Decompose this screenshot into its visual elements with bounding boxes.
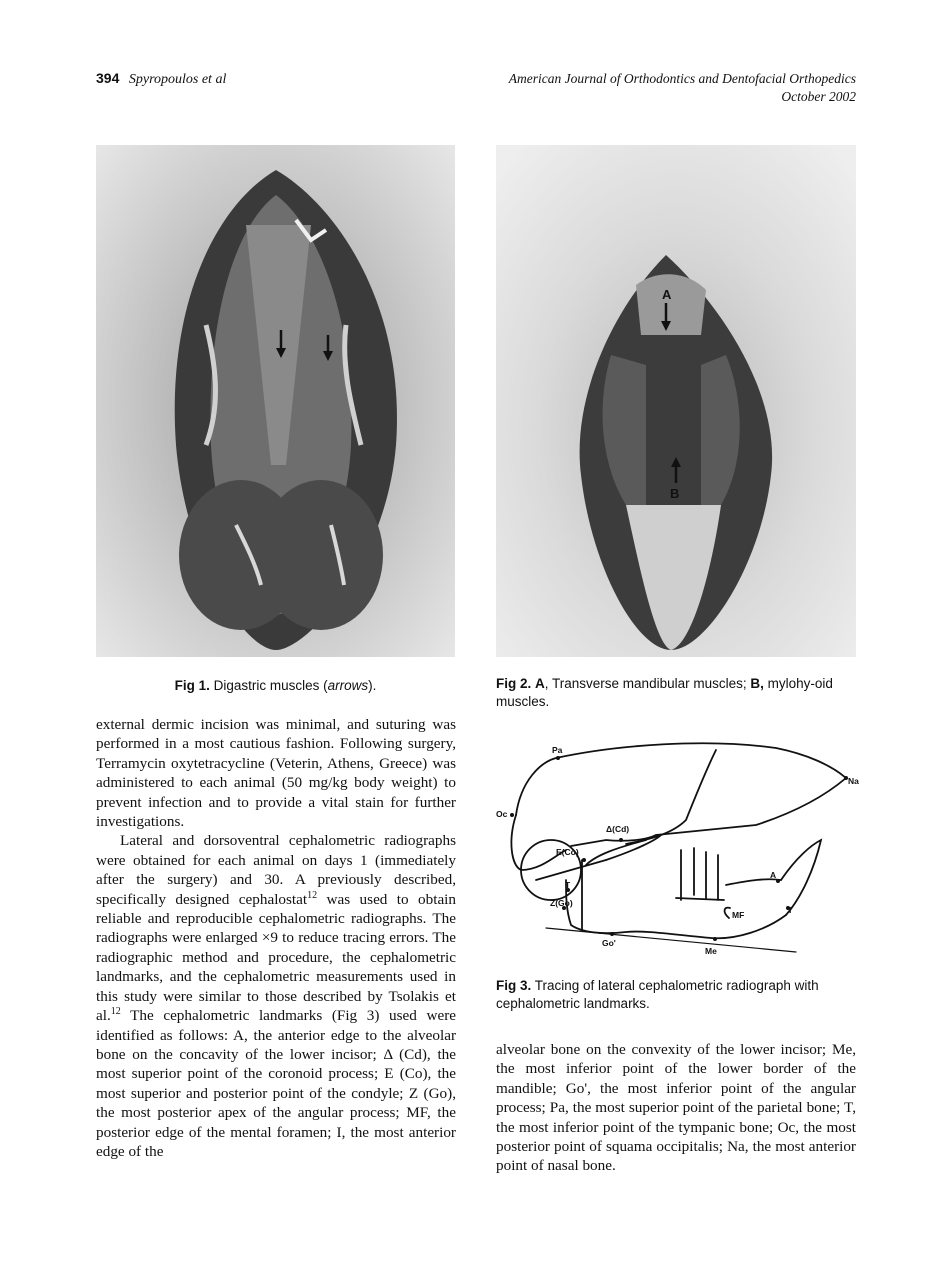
paragraph-2 <box>96 831 456 1161</box>
figure3-caption <box>496 977 858 1013</box>
point-cd <box>619 838 623 842</box>
paragraph-2-part-c: The cephalometric landmarks (Fig 3) used were identified as follows: A, the anterior edge to the alveolar bone on the concavity of the lower incisor; Δ (Cd), the most superior point of the coronoid process; E (Co), the most superior and posterior point of the condyle; Z (Go), the most posterior apex of the angular process; MF, the posterior edge of the mental foramen; I, the most anterior edge of the <box>96 1007 456 1160</box>
label-na: Na <box>848 776 859 786</box>
issue-date: October 2002 <box>781 89 856 104</box>
photo-label-b: B <box>670 486 680 501</box>
paragraph-2-part-a: Lateral and dorsoventral cephalometric radiographs were obtained for each animal on days 1 (immediately after the surgery) and 30. A previously described, specifically designed cephalostat <box>96 832 456 908</box>
label-co: E(Co) <box>556 847 579 857</box>
page-number: 394 <box>96 70 120 86</box>
figure2-label-b: B, <box>750 676 764 691</box>
point-co <box>582 858 586 862</box>
point-me <box>713 937 717 941</box>
point-oc <box>510 813 514 817</box>
figure2-photo <box>496 145 856 657</box>
figure1-photo <box>96 145 455 657</box>
figure2-label: Fig 2. <box>496 676 532 691</box>
cephalometric-tracing <box>496 740 862 960</box>
label-pa: Pa <box>552 745 563 755</box>
label-oc: Oc <box>496 809 508 819</box>
photo-label-a: A <box>662 287 672 302</box>
incisor <box>781 840 821 915</box>
header-authors: Spyropoulos et al <box>128 72 227 87</box>
figure1-label: Fig 1. <box>174 678 210 693</box>
paragraph-2-part-b: was used to obtain reliable and reproducible cephalometric radiographs. The radiographs were enlarged ×9 to reduce tracing errors. The radiographic method and procedure, the cephalometric landmarks, and the cephalometric measurements used in this study were similar to those described by Tsolakis et al. <box>96 890 456 1025</box>
reference-12b: 12 <box>110 1006 121 1018</box>
mandible-lower-border <box>566 880 786 938</box>
coronoid <box>606 835 661 860</box>
skull-outline-top <box>516 743 846 815</box>
label-go: Z(Go) <box>550 898 573 908</box>
label-mf: MF <box>732 910 745 920</box>
mental-foramen-mark <box>725 908 730 918</box>
point-pa <box>556 756 560 760</box>
point-a <box>776 879 780 883</box>
label-goprime: Go' <box>602 938 616 948</box>
left-column-text <box>96 715 456 1161</box>
molar-base <box>676 898 724 900</box>
point-goprime <box>610 932 614 936</box>
label-a: A <box>770 870 777 880</box>
figure1-caption-end: ). <box>368 678 377 693</box>
figure2-illustration <box>496 145 856 657</box>
running-header <box>96 70 856 110</box>
mandibular-plane <box>546 928 796 952</box>
figure1-caption-text: Digastric muscles ( <box>213 678 328 693</box>
right-column-text <box>496 1040 856 1176</box>
header-left <box>96 70 226 88</box>
alveolar-line <box>726 879 781 885</box>
figure3-tracing <box>496 740 862 960</box>
header-right <box>509 70 856 106</box>
reference-12a: 12 <box>307 889 318 901</box>
paragraph-3: alveolar bone on the convexity of the lower incisor; Me, the most inferior point of the lower border of the mandible; Go', the most inferior point of the angular process; Pa, the most superior point of the parietal bone; T, the most inferior point of the tympanic bone; Oc, the most posterior point of squama occipitalis; Na, the most anterior point of nasal bone. <box>496 1041 856 1175</box>
figure1-illustration <box>96 145 455 657</box>
label-cd: Δ(Cd) <box>606 824 630 834</box>
paragraph-1: external dermic incision was minimal, and suturing was performed in a most cautious fashion. Following surgery, Terramycin oxytetracycline (Veterin, Athens, Greece) was administered to each animal (50 mg/kg body weight) to prevent infection and to provide a vital stain for further investigations. <box>96 716 456 831</box>
figure2-label-a: A <box>535 676 545 691</box>
figure1-caption <box>96 677 455 695</box>
ramus-line <box>586 840 646 865</box>
figure3-label: Fig 3. <box>496 978 532 993</box>
label-me: Me <box>705 946 717 956</box>
label-t: T <box>565 880 571 890</box>
nasal-line <box>656 778 846 835</box>
figure3-caption-text: Tracing of lateral cephalometric radiograph with cephalometric landmarks. <box>496 978 819 1011</box>
figure2-text-b: mylohy-oid muscles. <box>496 676 833 709</box>
figure2-caption <box>496 675 858 711</box>
label-i: I <box>789 905 792 915</box>
figure2-text-a: , Transverse mandibular muscles; <box>544 676 747 691</box>
journal-title: American Journal of Orthodontics and Dentofacial Orthopedics <box>508 71 856 86</box>
molars <box>681 848 718 900</box>
figure1-caption-italic: arrows <box>327 678 369 693</box>
